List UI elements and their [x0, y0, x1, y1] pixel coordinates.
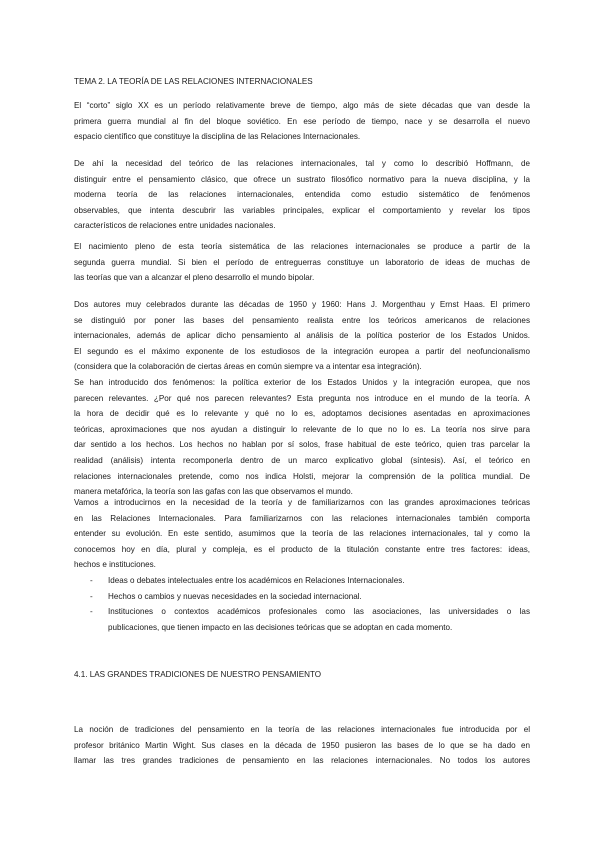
paragraph-2: [74, 156, 530, 234]
text-line: parecen relevantes. ¿Por qué nos parecen relevantes? Esta pregunta nos introduce en el mundo de la teoría. A: [74, 393, 530, 403]
paragraph-3: [74, 239, 530, 286]
text-line: internacionales, además de aplicar dicho pensamiento al análisis de la política posterior de los Estados Unidos.: [74, 331, 530, 341]
text-line: publicaciones, que tienen impacto en las decisiones teóricas que se adoptan en cada momento.: [108, 622, 453, 632]
text-line: Se han introducido dos fenómenos: la política exterior de los Estados Unidos y la integración europea, que nos: [74, 377, 530, 387]
text-line: Ideas o debates intelectuales entre los académicos en Relaciones Internacionales.: [108, 576, 405, 585]
text-line: las teorías que van a alcanzar el pleno desarrollo el mundo bipolar.: [74, 273, 315, 283]
text-line: en las Relaciones Internacionales. Para familiarizarnos con las relaciones internacionales también comporta: [74, 513, 530, 523]
bullet-dash: -: [90, 607, 93, 617]
text-line: De ahí la necesidad del teórico de las relaciones internacionales, tal y como lo describió Hoffmann, de: [74, 159, 530, 168]
chapter-heading: TEMA 2. LA TEORÍA DE LAS RELACIONES INTERNACIONALES: [74, 77, 313, 86]
section-heading: 4.1. LAS GRANDES TRADICIONES DE NUESTRO PENSAMIENTO: [74, 670, 322, 679]
text-line: La noción de tradiciones del pensamiento en la teoría de las relaciones internacionales fue introducida por el: [74, 725, 530, 734]
text-line: conocemos hoy en día, plural y compleja, es el producto de la titulación constante entre tres factores: ideas,: [74, 544, 530, 554]
text-line: segunda guerra mundial. Si bien el período de entreguerras constituye un laboratorio de ideas de muchas de: [74, 257, 530, 267]
paragraph-5: [74, 495, 530, 573]
bullet-list: [74, 573, 530, 635]
list-item: [74, 589, 530, 605]
text-line: moderna teoría de las relaciones internacionales, entendida como estudio sistemático de fenómenos: [74, 190, 530, 200]
text-line: primera guerra mundial al fin del bloque soviético. En ese período de tiempo, nace y se desarrolla el nuevo: [74, 116, 530, 126]
text-line: la hora de decidir qué es lo relevante y qué no lo es, adoptamos decisiones asentadas en aproximaciones: [74, 409, 530, 419]
list-item: [74, 573, 530, 589]
text-line: manera metafórica, la teoría son las gafas con las que observamos el mundo.: [74, 487, 353, 497]
text-line: profesor británico Martin Wight. Sus clases en la década de 1950 pusieron las bases de lo que se ha dado en: [74, 740, 530, 750]
text-line: realidad (análisis) intenta recomponerla dentro de un marco explicativo global (síntesis). Así, el teórico en: [74, 455, 530, 465]
text-line: dar sentido a los hechos. Los hechos no hablan por sí solos, frase habitual de este teórico, quien tras parcelar la: [74, 440, 530, 450]
text-line: Vamos a introducirnos en la necesidad de la teoría y de familiarizarnos con las grandes aproximaciones teóricas: [74, 498, 530, 507]
text-line: El “corto” siglo XX es un período relativamente breve de tiempo, algo más de siete décadas que van desde la: [74, 101, 530, 110]
list-item: [74, 604, 530, 635]
text-line: (considera que la colaboración de ciertas áreas en común siempre va a intentar esa integración).: [74, 362, 422, 372]
text-line: relaciones internacionales pretende, como nos indica Holsti, mejorar la comprensión de la política mundial. De: [74, 471, 530, 481]
text-line: distinguir entre el pensamiento clásico, que ofrece un sustrato filosófico normativo para la nueva disciplina, y la: [74, 174, 530, 184]
text-line: característicos de relaciones entre unidades nacionales.: [74, 221, 276, 231]
paragraph-4: [74, 297, 530, 500]
text-line: entender su evolución. En este sentido, asumimos que la teoría de las relaciones internacionales, tal y como la: [74, 529, 530, 539]
text-line: El segundo es el máximo exponente de los estudiosos de la integración europea a partir del neofuncionalismo: [74, 346, 530, 356]
paragraph-1: [74, 98, 530, 145]
text-line: Instituciones o contextos académicos profesionales como las asociaciones, las universidades o las: [108, 607, 530, 617]
text-line: espacio científico que constituye la disciplina de las Relaciones Internacionales.: [74, 132, 361, 142]
text-line: llamar las tres grandes tradiciones de pensamiento en las relaciones internacionales. No todos los autores: [74, 756, 530, 766]
text-line: El nacimiento pleno de esta teoría sistemática de las relaciones internacionales se produce a partir de la: [74, 242, 530, 251]
bullet-dash: -: [90, 576, 93, 585]
text-line: teóricas, aproximaciones que nos ayudan a distinguir lo relevante de lo que no lo es. La teoría nos sirve para: [74, 424, 530, 434]
text-line: observables, que intenta descubrir las variables principales, explicar el comportamiento y revelar los tipos: [74, 205, 530, 215]
bullet-dash: -: [90, 591, 93, 601]
text-line: Hechos o cambios y nuevas necesidades en la sociedad internacional.: [108, 591, 362, 601]
text-line: se distinguió por poner las bases del pensamiento realista entre los teóricos americanos de relaciones: [74, 315, 530, 325]
text-line: hechos e instituciones.: [74, 560, 156, 570]
paragraph-6: [74, 722, 530, 769]
text-line: Dos autores muy celebrados durante las décadas de 1950 y 1960: Hans J. Morgenthau y Ernst Haas. El primero: [74, 300, 530, 309]
